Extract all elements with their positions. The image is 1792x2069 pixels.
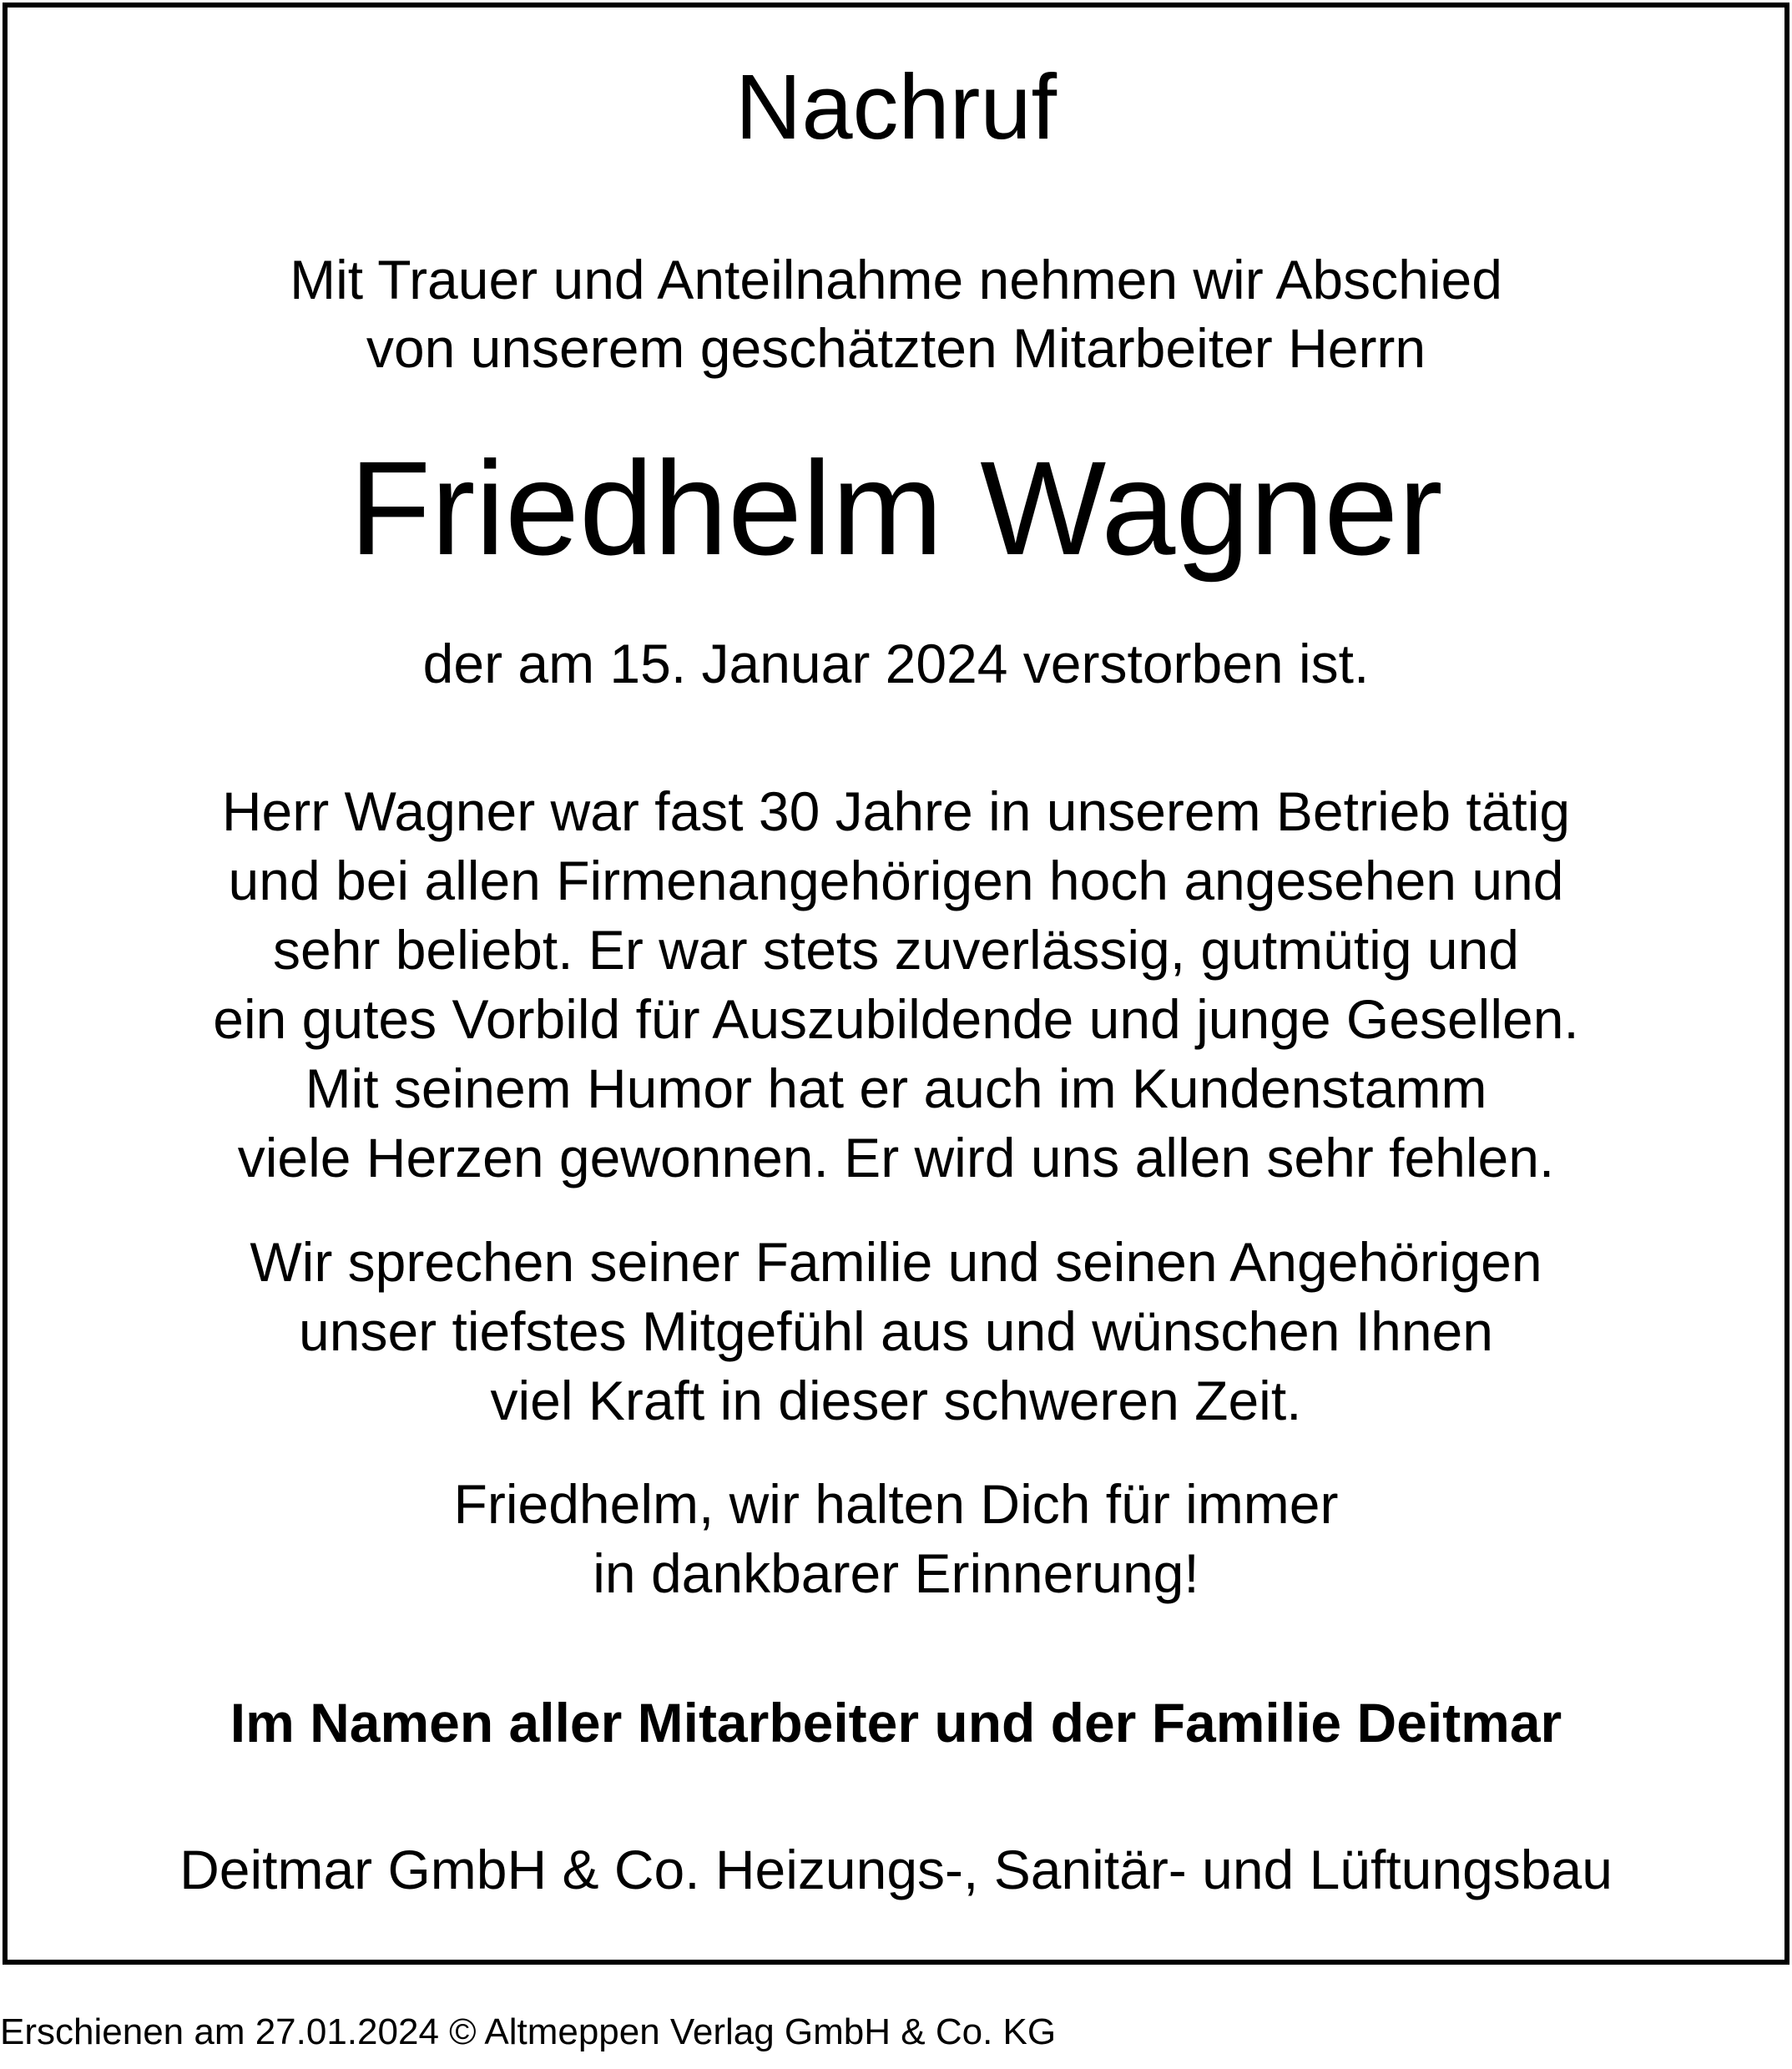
paragraph-line: Herr Wagner war fast 30 Jahre in unserem Betrieb tätig: [221, 780, 1571, 842]
signature-line: Im Namen aller Mitarbeiter und der Familie Deitmar: [230, 1692, 1562, 1754]
paragraph-line: ein gutes Vorbild für Auszubildende und junge Gesellen.: [213, 988, 1579, 1050]
paragraph-line: viele Herzen gewonnen. Er wird uns allen sehr fehlen.: [237, 1127, 1555, 1188]
condolence-paragraph: [8, 1228, 1784, 1436]
paragraph-line: sehr beliebt. Er war stets zuverlässig, gutmütig und: [272, 919, 1520, 981]
notice-title: Nachruf: [734, 56, 1058, 159]
intro-line: Mit Trauer und Anteilnahme nehmen wir Abschied: [290, 249, 1502, 310]
tribute-paragraph: [8, 777, 1784, 1193]
paragraph-line: unser tiefstes Mitgefühl aus und wünschen Ihnen: [299, 1300, 1493, 1362]
paragraph-line: Friedhelm, wir halten Dich für immer: [453, 1473, 1339, 1535]
obituary-frame: [3, 3, 1789, 1965]
date-of-death: der am 15. Januar 2024 verstorben ist.: [422, 633, 1370, 694]
paragraph-line: viel Kraft in dieser schweren Zeit.: [490, 1370, 1302, 1431]
deceased-name: Friedhelm Wagner: [349, 433, 1443, 583]
remembrance-paragraph: [8, 1470, 1784, 1608]
intro-line: von unserem geschätzten Mitarbeiter Herrn: [366, 317, 1426, 379]
intro-text: [8, 245, 1784, 382]
paragraph-line: Mit seinem Humor hat er auch im Kundenstamm: [305, 1057, 1487, 1119]
paragraph-line: Wir sprechen seiner Familie und seinen Angehörigen: [250, 1231, 1542, 1293]
paragraph-line: in dankbarer Erinnerung!: [593, 1542, 1199, 1604]
company-name: Deitmar GmbH & Co. Heizungs-, Sanitär- und Lüftungsbau: [179, 1839, 1613, 1900]
publication-footer: Erschienen am 27.01.2024 © Altmeppen Verlag GmbH & Co. KG: [0, 2011, 1057, 2052]
paragraph-line: und bei allen Firmenangehörigen hoch angesehen und: [228, 850, 1564, 911]
